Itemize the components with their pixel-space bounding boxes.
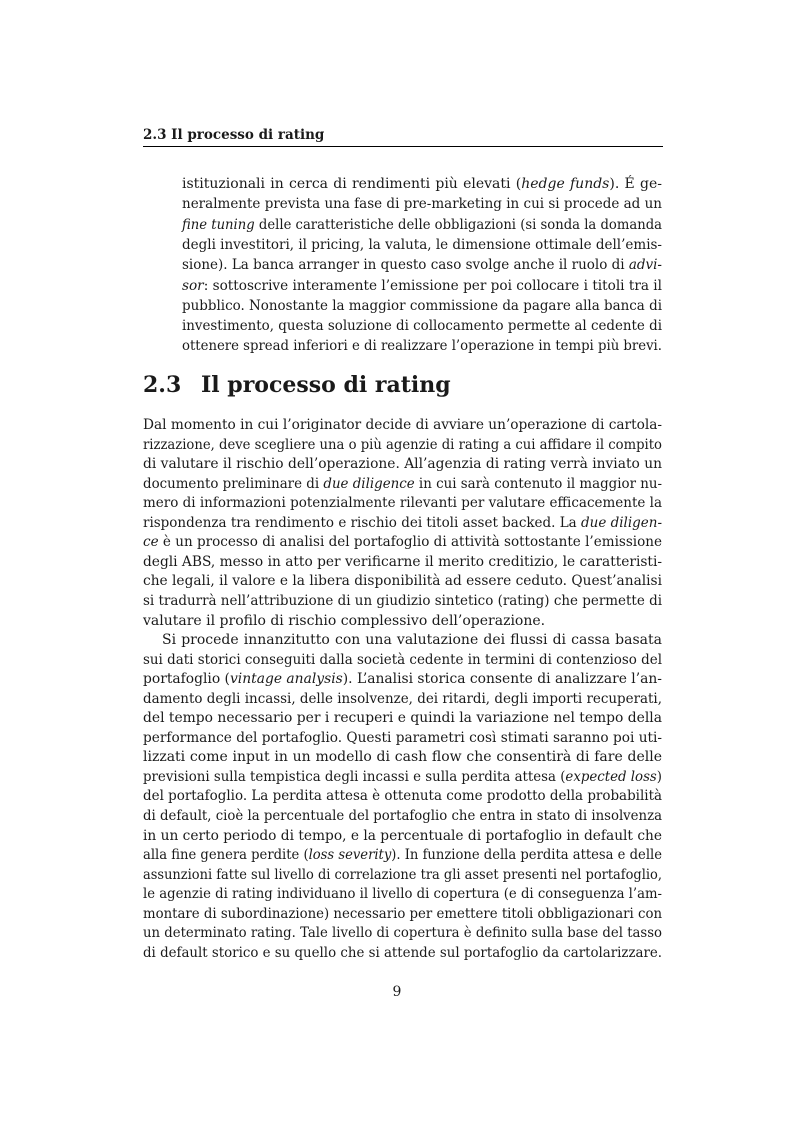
body-line: sui dati storici conseguiti dalla società cedente in termini di contenzioso del [143,651,662,668]
quote-line: degli investitori, il pricing, la valuta, le dimensione ottimale dell’emis- [182,236,662,253]
quote-line: neralmente prevista una fase di pre-marketing in cui si procede ad un [182,196,662,213]
quote-line: ottenere spread inferiori e di realizzare l’operazione in tempi più brevi. [182,338,662,355]
body-line: rispondenza tra rendimento e rischio dei titoli asset backed. La due diligen- [143,514,662,531]
body-line: Dal momento in cui l’originator decide di avviare un’operazione di cartola- [143,417,662,433]
body-line: documento preliminare di due diligence in cui sarà contenuto il maggior nu- [143,475,662,492]
body-line: lizzati come input in un modello di cash flow che consentirà di fare delle [143,749,662,766]
body-line: le agenzie di rating individuano il livello di copertura (e di conseguenza l’am- [143,886,662,903]
body-line: assunzioni fatte sul livello di correlazione tra gli asset presenti nel portafoglio, [143,866,662,883]
body-line: del tempo necessario per i recuperi e quindi la variazione nel tempo della [143,710,662,727]
section-title: Il processo di rating [201,372,451,398]
running-header: 2.3 Il processo di rating [143,127,325,143]
section-number: 2.3 [143,372,182,398]
quote-line: pubblico. Nonostante la maggior commissione da pagare alla banca di [182,297,662,314]
body-line: si tradurrà nell’attribuzione di un giudizio sintetico (rating) che permette di [143,592,662,609]
body-line: montare di subordinazione) necessario per emettere titoli obbligazionari con [143,905,662,922]
body-line: previsioni sulla tempistica degli incassi e sulla perdita attesa (expected loss) [143,768,662,785]
body-line: ce è un processo di analisi del portafoglio di attività sottostante l’emissione [143,534,662,551]
page-number: 9 [392,984,402,1000]
quote-line: sione). La banca arranger in questo caso svolge anche il ruolo di advi- [182,257,662,274]
quote-line: fine tuning delle caratteristiche delle obbligazioni (si sonda la domanda [182,216,663,233]
body-line: di default, cioè la percentuale del portafoglio che entra in stato di insolvenza [143,808,662,824]
quote-line: sor: sottoscrive interamente l’emissione per poi collocare i titoli tra il [182,277,663,294]
body-line: che legali, il valore e la libera disponibilità ad essere ceduto. Quest’analisi [143,573,662,590]
quote-line: istituzionali in cerca di rendimenti più elevati (hedge funds). É ge- [182,176,662,192]
body-line: un determinato rating. Tale livello di copertura è definito sulla base del tasso [143,925,662,942]
body-line: del portafoglio. La perdita attesa è ottenuta come prodotto della probabilità [143,788,662,805]
body-line: portafoglio (vintage analysis). L’analisi storica consente di analizzare l’an- [143,671,662,688]
body-line: degli ABS, messo in atto per verificarne il merito creditizio, le caratteristi- [143,553,662,570]
body-line: rizzazione, deve scegliere una o più agenzie di rating a cui affidare il compito [143,436,662,453]
body-line: mero di informazioni potenzialmente rilevanti per valutare efficacemente la [143,495,662,512]
body-line: alla fine genera perdite (loss severity). In funzione della perdita attesa e delle [143,847,662,864]
body-line: damento degli incassi, delle insolvenze, dei ritardi, degli importi recuperati, [143,690,662,707]
body-line: in un certo periodo di tempo, e la percentuale di portafoglio in default che [143,827,662,844]
header-rule [143,146,663,147]
body-line: performance del portafoglio. Questi parametri così stimati saranno poi uti- [143,729,662,746]
body-line: Si procede innanzitutto con una valutazione dei flussi di cassa basata [162,632,662,649]
body-line: valutare il profilo di rischio complessivo dell’operazione. [143,612,546,629]
quote-line: investimento, questa soluzione di collocamento permette al cedente di [182,318,662,335]
body-line: di default storico e su quello che si attende sul portafoglio da cartolarizzare. [143,944,662,961]
section-heading [143,372,451,398]
body-line: di valutare il rischio dell’operazione. All’agenzia di rating verrà inviato un [143,456,662,473]
